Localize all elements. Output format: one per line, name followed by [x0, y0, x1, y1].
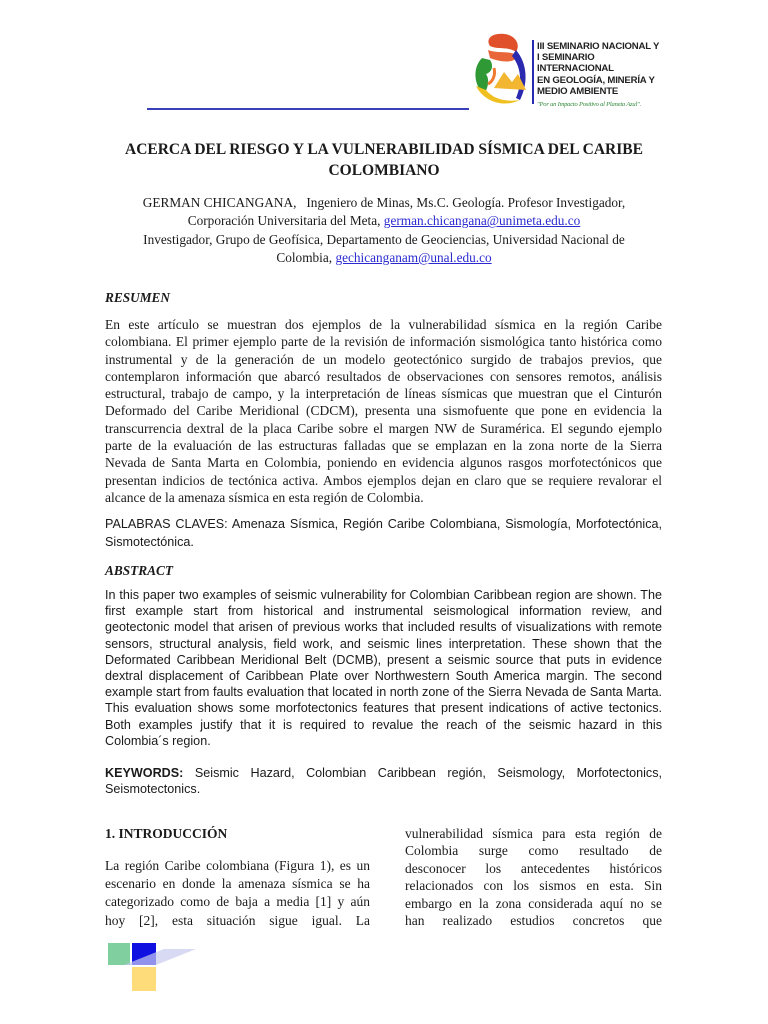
logo-line: EN GEOLOGÍA, MINERÍA Y [537, 74, 655, 86]
text-line: colombiana. El primer ejemplo parte de la revisión de información sismológica tanto histórica como [105, 334, 662, 350]
author-line: Colombia, [276, 249, 336, 265]
text-line: escenario en donde la amenaza sísmica se ha [105, 876, 370, 892]
author-block [80, 194, 688, 267]
light-triangle-icon [124, 949, 196, 967]
keywords [105, 765, 662, 797]
text-line: presentan indicios de tectónica activa. Ambos ejemplos dejan en claro que se requiere revalorar el [105, 472, 662, 488]
keywords-text: Seismic Hazard, Colombian Caribbean región, Seismology, Morfotectonics, [183, 766, 662, 780]
logo-emblem-icon [468, 28, 530, 108]
author-line: GERMAN CHICANGANA, Ingeniero de Minas, Ms.C. Geología. Profesor Investigador, [142, 195, 626, 210]
conference-logo [468, 28, 668, 110]
intro-heading: 1. INTRODUCCIÓN [105, 826, 228, 841]
intro-right-column [405, 825, 662, 929]
text-line: La región Caribe colombiana (Figura 1), es un [105, 858, 370, 873]
text-line: categorizado como de baja a media [1] y aún [105, 894, 370, 910]
text-line: PALABRAS CLAVES: Amenaza Sísmica, Región Caribe Colombiana, Sismología, Morfotectónica, [105, 517, 662, 531]
text-line: sensors, structural analysis, field work, and seismic lines interpretation. These shown that the [105, 636, 662, 651]
text-line: first example start from historical and instrumental seismological information review, and [105, 604, 662, 619]
title-line: ACERCA DEL RIESGO Y LA VULNERABILIDAD SÍSMICA DEL CARIBE [125, 141, 643, 158]
text-line: instrumental y de la generación de un modelo geotectónico surgido de trabajos previos, que [105, 351, 662, 367]
text-line: embargo en la zona considerada aquí no se [405, 895, 662, 911]
text-line: dextral displacement of Caribbean Plate over Northwestern South America margin. The second [105, 668, 662, 683]
text-line: vulnerabilidad sísmica para esta región de [405, 826, 662, 841]
text-line: hoy [2], esta situación sigue igual. La [105, 912, 370, 928]
text-line: Both examples justify that it is required to revalue the reach of the seismic hazard in this [105, 717, 662, 732]
email-link[interactable]: gechicanganam@unal.edu.co [335, 249, 492, 265]
text-line: Colombia surge como resultado de [405, 843, 662, 859]
text-line: This evaluation shows some morfotectonics features that present indications of active tectonics. [105, 701, 662, 716]
text-line: transcurrencia dextral de la placa Caribe sobre el margen NW de Suramérica. El segundo ejemplo [105, 420, 662, 436]
text-line: estructural, trabajo de campo, y la interpretación de líneas sísmicas que muestran que el Cinturón [105, 386, 662, 402]
text-line: Deformated Caribbean Meridional Belt (DCMB), present a seismic source that puts in evidence [105, 652, 662, 667]
resumen-heading: RESUMEN [105, 290, 171, 305]
logo-line: III SEMINARIO NACIONAL Y [537, 41, 660, 52]
text-line: En este artículo se muestran dos ejemplos de la vulnerabilidad sísmica en la región Caribe [105, 317, 662, 332]
text-line: Colombia´s region. [105, 733, 211, 748]
text-line: han realizado estudios concretos que [405, 912, 662, 928]
text-line: Sismotectónica. [105, 535, 194, 549]
email-link[interactable]: german.chicangana@unimeta.edu.co [383, 213, 581, 229]
text-line: contemplaron información que abarcó resultados de observaciones con sensores remotos, análisis [105, 368, 662, 384]
footer-decoration [108, 943, 198, 991]
keywords-text: Seismotectonics. [105, 782, 201, 796]
paper-title [60, 139, 708, 181]
text-line: relacionados con los sismos en esta. Sin [405, 878, 662, 894]
text-line: In this paper two examples of seismic vulnerability for Colombian Caribbean region are shown. The [105, 588, 662, 602]
resumen-paragraph [105, 316, 662, 506]
abstract-heading: ABSTRACT [105, 563, 173, 578]
abstract-paragraph [105, 587, 662, 749]
header-rule [147, 108, 469, 110]
title-line: COLOMBIANO [328, 162, 440, 179]
keywords-label: KEYWORDS: [105, 766, 184, 780]
text-line: Deformado del Caribe Meridional (CDCM), presenta una sismofuente que pone en evidencia la [105, 403, 662, 419]
author-line: Investigador, Grupo de Geofísica, Departamento de Geociencias, Universidad Nacional de [143, 231, 625, 247]
text-line: desconocer los antecedentes históricos [405, 860, 662, 876]
palabras-claves [105, 515, 662, 551]
text-line: geotectonic model that arisen of previous works that included results of visualizations with remote [105, 620, 662, 635]
logo-tagline: "Por un Impacto Positivo al Planeta Azul". [537, 101, 641, 109]
logo-line: MEDIO AMBIENTE [537, 85, 619, 97]
logo-line: I SEMINARIO INTERNACIONAL [537, 52, 614, 75]
text-line: Nevada de Santa Marta en Colombia, poniendo en evidencia algunos rasgos morfotectónicos que [105, 455, 662, 471]
text-line: example start from faults evaluation that located in north zone of the Sierra Nevada de Santa Marta. [105, 685, 662, 700]
logo-divider [532, 40, 534, 104]
author-line: Corporación Universitaria del Meta, [187, 213, 384, 229]
yellow-square [132, 967, 156, 991]
intro-left-column [105, 857, 370, 930]
text-line: parte de la evaluación de las estructuras falladas que se emplazan en la zona norte de la Sierra [105, 438, 662, 454]
text-line: alcance de la amenaza sísmica en esta región de Colombia. [105, 489, 424, 505]
